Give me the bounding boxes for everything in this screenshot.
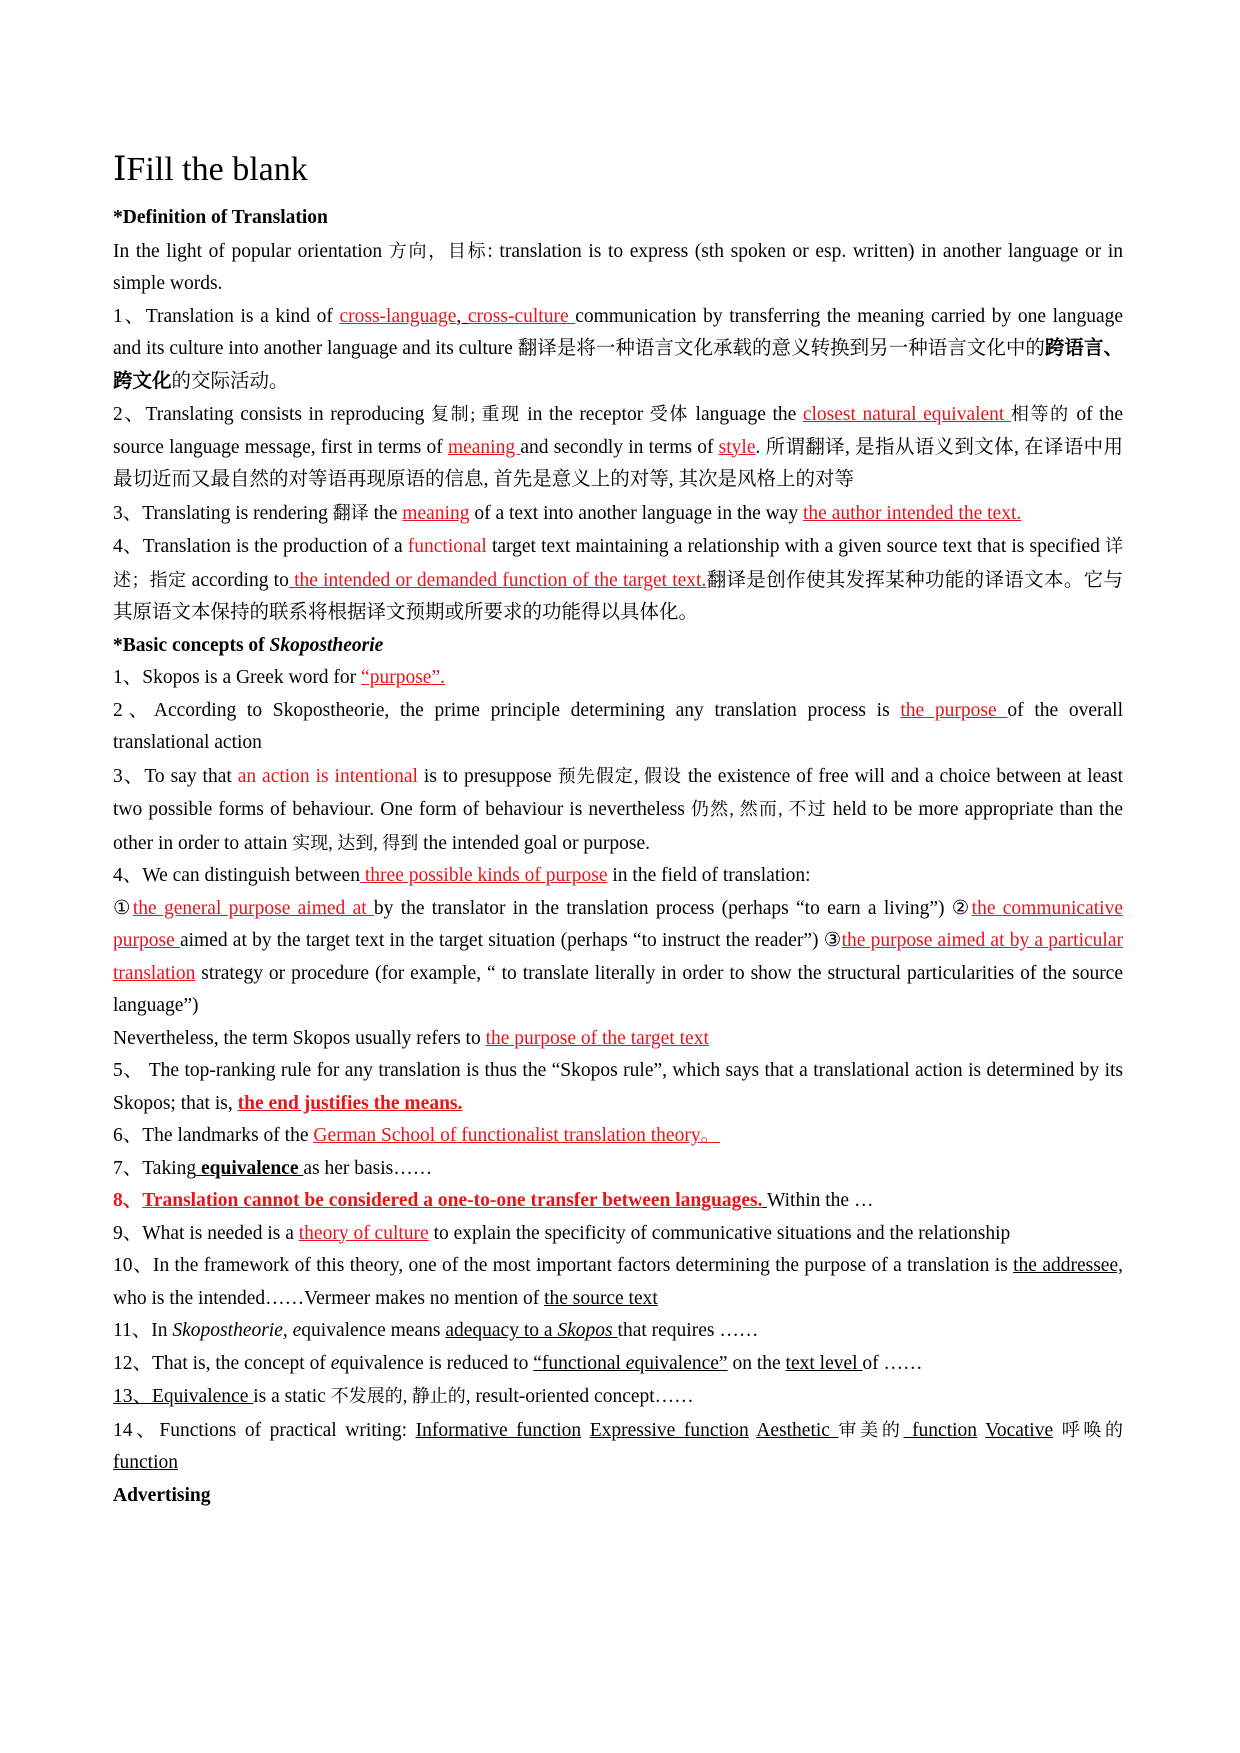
paragraph bbox=[113, 1153, 1123, 1186]
paragraph bbox=[113, 860, 1123, 893]
text-run: ① bbox=[113, 897, 133, 919]
paragraph bbox=[113, 1023, 1123, 1056]
paragraph bbox=[113, 1414, 1123, 1480]
text-run: Skopos bbox=[557, 1320, 618, 1341]
paragraph bbox=[113, 301, 1123, 399]
text-run: cross-culture bbox=[467, 305, 576, 327]
text-run: Vocative bbox=[985, 1419, 1054, 1441]
paragraph bbox=[113, 202, 1123, 235]
text-run: 6、The landmarks of the bbox=[113, 1125, 314, 1146]
text-run: is a static bbox=[253, 1386, 331, 1407]
text-run: 预先假定, 假设 bbox=[557, 765, 683, 786]
text-run: 的交际活动。 bbox=[171, 370, 289, 392]
text-run: , result-oriented concept…… bbox=[465, 1386, 694, 1407]
paragraph bbox=[113, 1120, 1123, 1153]
text-run: quivalence” bbox=[634, 1352, 728, 1374]
paragraph bbox=[113, 893, 1123, 1023]
text-run: 12、That is, the concept of bbox=[113, 1352, 331, 1374]
text-run: quivalence means bbox=[301, 1320, 446, 1341]
text-run: target text maintaining a relationship with a given source text that is specified bbox=[486, 536, 1105, 557]
text-run: the communicative purpose bbox=[113, 897, 1123, 951]
text-run: as her basis…… bbox=[303, 1157, 433, 1179]
text-run: 复制; 重现 bbox=[430, 404, 521, 424]
text-run: 7、Taking bbox=[113, 1157, 197, 1179]
text-run: in the receptor bbox=[520, 404, 650, 425]
text-run: 3、To say that bbox=[113, 765, 238, 787]
text-run: e bbox=[625, 1352, 635, 1374]
text-run: of a text into another language in the way bbox=[469, 502, 804, 524]
paragraph bbox=[113, 398, 1123, 497]
paragraph bbox=[113, 1315, 1123, 1348]
text-run: : translation is to express (sth spoken or esp. written) in another language or in simple words. bbox=[113, 240, 1124, 294]
text-run: that requires …… bbox=[617, 1320, 759, 1341]
text-run: language the bbox=[689, 404, 803, 425]
text-run bbox=[1053, 1420, 1062, 1441]
text-run: German School of functionalist translation theory。 bbox=[313, 1125, 721, 1146]
text-run: meaning bbox=[402, 502, 470, 524]
text-run: strategy or procedure (for example, “ to translate literally in order to show the structural particularities of the source language”) bbox=[113, 962, 1123, 1016]
text-run: Skopostheorie, e bbox=[172, 1320, 302, 1341]
paragraph bbox=[113, 530, 1123, 630]
text-run: of the overall translational action bbox=[113, 699, 1123, 753]
text-run: the author intended the text. bbox=[803, 502, 1022, 524]
text-run: the bbox=[368, 502, 403, 524]
text-run: 1、Skopos is a Greek word for bbox=[113, 667, 362, 688]
text-run: functional bbox=[407, 536, 487, 557]
text-run: of the source language message, first in terms of bbox=[113, 404, 1123, 458]
text-run: 翻译是创作使其发挥某种功能的译语文本。它与其原语文本保持的联系将根据译文预期或所要求的功能得以具体化。 bbox=[113, 569, 1124, 623]
text-run: three possible kinds of purpose bbox=[360, 865, 608, 886]
text-run: closest natural equivalent bbox=[802, 404, 1011, 425]
text-run: 11、In bbox=[113, 1320, 173, 1341]
text-run: 2、According to Skopostheorie, the prime principle determining any translation process is bbox=[113, 699, 901, 721]
text-run: 呼唤的 bbox=[1061, 1419, 1124, 1440]
text-run: according to bbox=[186, 569, 289, 591]
text-run: the purpose aimed at by a particular translation bbox=[113, 930, 1123, 984]
paragraph bbox=[113, 1218, 1123, 1251]
paragraph bbox=[113, 1480, 1123, 1513]
text-run: 14、Functions of practical writing: bbox=[113, 1419, 416, 1441]
text-run: the addressee, bbox=[1013, 1255, 1123, 1276]
text-run: *Definition of Translation bbox=[113, 207, 328, 228]
text-run bbox=[581, 1420, 590, 1441]
text-run: of …… bbox=[862, 1352, 923, 1374]
text-run: 相等的 bbox=[1010, 404, 1070, 424]
paragraph bbox=[113, 235, 1123, 301]
text-run: meaning bbox=[447, 436, 521, 458]
text-run: , bbox=[456, 305, 468, 327]
text-run: 不发展的, 静止的 bbox=[330, 1386, 466, 1406]
paragraph bbox=[113, 630, 1123, 663]
text-run: quivalence is reduced to bbox=[339, 1352, 534, 1374]
page-title: ⅠFill the blank bbox=[113, 151, 308, 188]
text-run: who is the intended……Vermeer makes no mention of bbox=[113, 1287, 545, 1309]
text-run: e bbox=[330, 1352, 340, 1374]
paragraph bbox=[113, 760, 1123, 861]
text-run: 2、Translating consists in reproducing bbox=[113, 404, 431, 425]
text-run: text level bbox=[785, 1352, 863, 1374]
document-page bbox=[113, 150, 1123, 1512]
text-run: by the translator in the translation process (perhaps “to earn a living”) ② bbox=[373, 897, 972, 919]
text-run: Skopostheorie bbox=[269, 634, 384, 656]
text-run: 跨语言、跨文化 bbox=[113, 338, 1123, 392]
text-run: is to presuppose bbox=[417, 765, 558, 787]
text-run: an action is intentional bbox=[237, 765, 418, 787]
text-run: Informative function bbox=[415, 1419, 582, 1441]
text-run: 5、 The top-ranking rule for any translation is thus the “Skopos rule”, which says that a translational action is determined by its Skopos; that is, bbox=[113, 1060, 1123, 1114]
text-run: Translation cannot be considered a one-to-one transfer between languages. bbox=[142, 1190, 763, 1211]
text-run: *Basic concepts of bbox=[113, 634, 270, 656]
text-run: to explain the specificity of communicative situations and the relationship bbox=[428, 1222, 1011, 1244]
text-run: the source text bbox=[544, 1287, 658, 1309]
paragraph bbox=[113, 1185, 1123, 1218]
text-run: 详述；指定 bbox=[113, 536, 1123, 590]
text-run: 4、We can distinguish between bbox=[113, 865, 360, 886]
text-run: 审美的 bbox=[838, 1419, 904, 1440]
text-run: Expressive function bbox=[589, 1419, 749, 1441]
text-run: 13、Equivalence bbox=[113, 1386, 254, 1407]
paragraph bbox=[113, 1380, 1123, 1414]
text-run: the purpose bbox=[900, 699, 1008, 721]
text-run: theory of culture bbox=[298, 1222, 429, 1244]
text-run: function bbox=[903, 1419, 978, 1441]
text-run: and secondly in terms of bbox=[520, 436, 719, 458]
text-run: Advertising bbox=[113, 1484, 211, 1506]
text-run: adequacy to a bbox=[445, 1320, 558, 1341]
text-run: Nevertheless, the term Skopos usually refers to bbox=[113, 1027, 486, 1049]
paragraph bbox=[113, 695, 1123, 760]
paragraph bbox=[113, 662, 1123, 695]
paragraph bbox=[113, 497, 1123, 531]
text-run: 4、Translation is the production of a bbox=[113, 536, 408, 557]
text-run: the existence of free will and a choice between at least two possible forms of behaviour. One form of behaviour is nevertheless bbox=[113, 765, 1123, 820]
text-run: In the light of popular orientation bbox=[113, 240, 389, 262]
text-run: aimed at by the target text in the target situation (perhaps “to instruct the reader”) ③ bbox=[179, 930, 842, 951]
text-run: 仍然, 然而, 不过 bbox=[690, 799, 827, 819]
text-run: style bbox=[718, 436, 756, 458]
text-run: function bbox=[113, 1452, 178, 1473]
text-run: on the bbox=[727, 1352, 786, 1374]
paragraph bbox=[113, 1348, 1123, 1381]
text-run: “purpose”. bbox=[361, 667, 445, 688]
text-run: “functional bbox=[533, 1352, 626, 1374]
text-run: 翻译 bbox=[332, 502, 369, 523]
text-run: equivalence bbox=[196, 1157, 304, 1179]
text-run: 受体 bbox=[649, 404, 690, 424]
document-body bbox=[113, 202, 1123, 1512]
text-run: in the field of translation: bbox=[607, 865, 811, 886]
text-run: 9、What is needed is a bbox=[113, 1222, 299, 1244]
text-run: the end justifies the means. bbox=[237, 1092, 463, 1114]
text-run: 方向，目标 bbox=[388, 240, 488, 261]
text-run: 8、 bbox=[113, 1190, 143, 1211]
text-run: Aesthetic bbox=[756, 1419, 839, 1441]
text-run: the intended goal or purpose. bbox=[418, 832, 651, 854]
text-run: the intended or demanded function of the target text. bbox=[288, 569, 707, 591]
text-run: cross-language bbox=[339, 305, 457, 327]
text-run: 10、In the framework of this theory, one of the most important factors determining the purpose of a translation is bbox=[113, 1255, 1014, 1276]
text-run: . 所谓翻译, 是指从语义到文体, 在译语中用最切近而又最自然的对等语再现原语的信息, 首先是意义上的对等, 其次是风格上的对等 bbox=[113, 436, 1123, 490]
text-run: 3、Translating is rendering bbox=[113, 502, 333, 524]
text-run: held to be more appropriate than the other in order to attain bbox=[113, 799, 1123, 854]
text-run: the general purpose aimed at bbox=[132, 897, 374, 919]
text-run: the purpose of the target text bbox=[485, 1027, 709, 1049]
paragraph bbox=[113, 1250, 1123, 1315]
text-run: 实现, 达到, 得到 bbox=[292, 832, 419, 853]
paragraph bbox=[113, 1055, 1123, 1120]
text-run: communication by transferring the meaning carried by one language and its culture into another language and its culture 翻译是将一种语言文化承载的意义转换到另一种语言文化中的 bbox=[113, 305, 1123, 359]
text-run: 1、Translation is a kind of bbox=[113, 305, 340, 327]
text-run: Within the … bbox=[767, 1190, 874, 1211]
